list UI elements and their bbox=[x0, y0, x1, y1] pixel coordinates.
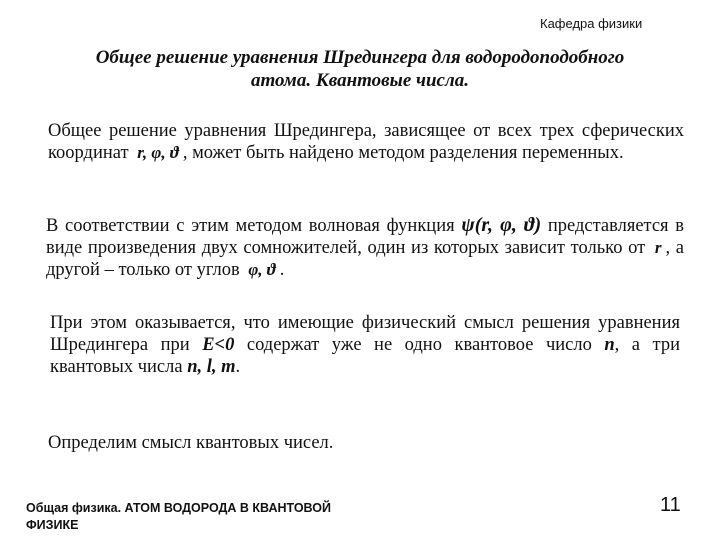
p3-text-2: содержат уже не одно квантовое число bbox=[246, 335, 592, 355]
slide-title bbox=[40, 46, 680, 92]
p1-text-after: , может быть найдено методом разделения переменных. bbox=[182, 143, 624, 163]
radius-symbol: r bbox=[654, 238, 662, 257]
wave-function-formula: ψ(r, φ, ϑ) bbox=[461, 214, 542, 236]
p3-text-end: . bbox=[235, 357, 241, 377]
paragraph-wave-function bbox=[46, 214, 684, 281]
p3-text-3: , а три квантовых числа bbox=[50, 335, 680, 377]
quantum-number-n: n bbox=[604, 335, 615, 355]
angles-formula: φ, ϑ bbox=[248, 260, 276, 279]
energy-condition: E<0 bbox=[202, 335, 235, 355]
title-line-2: атома. Квантовые числа. bbox=[251, 70, 469, 91]
p1-text-before: Общее решение уравнения Шредингера, зависящее от всех трех сферических координат bbox=[48, 121, 684, 163]
p2-text-3: , а другой – только от углов bbox=[46, 238, 684, 280]
paragraph-quantum-numbers bbox=[50, 312, 680, 378]
department-label: Кафедра физики bbox=[540, 16, 643, 31]
p2-text-end: . bbox=[279, 260, 285, 280]
title-line-1: Общее решение уравнения Шредингера для водородоподобного bbox=[95, 47, 625, 68]
paragraph-define-meaning: Определим смысл квантовых чисел. bbox=[48, 433, 334, 453]
p2-text-1: В соответствии с этим методом волновая функция bbox=[46, 216, 455, 236]
page-number: 11 bbox=[660, 494, 681, 516]
footer-course-title: Общая физика. АТОМ ВОДОРОДА В КВАНТОВОЙ ФИЗИКЕ bbox=[26, 501, 331, 532]
paragraph-separation-method bbox=[48, 120, 684, 164]
quantum-numbers-nlm: n, l, m bbox=[187, 357, 236, 377]
p3-text-1: При этом оказывается, что имеющие физический смысл решения уравнения Шредингера при bbox=[50, 313, 680, 355]
p2-text-2: представляется в виде произведения двух сомножителей, один из которых зависит только от bbox=[46, 216, 685, 258]
spherical-coordinates-formula: r, φ, ϑ bbox=[137, 143, 179, 162]
